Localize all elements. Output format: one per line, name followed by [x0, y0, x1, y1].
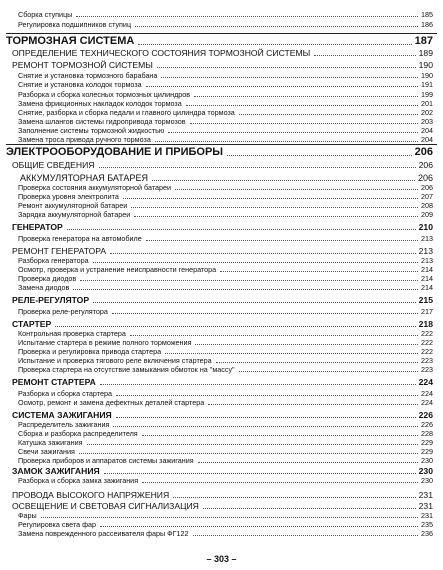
- dot-leader: [220, 271, 418, 272]
- toc-page-number: 228: [421, 429, 433, 438]
- toc-entry-title: Контрольная проверка стартера: [18, 329, 126, 338]
- toc-page-number: 186: [421, 20, 433, 29]
- toc-entry-title: Регулировка света фар: [18, 520, 97, 529]
- toc-section: [12, 159, 433, 170]
- toc-entry-title: Разборка и сборка стартера: [18, 389, 112, 398]
- dot-leader: [198, 462, 418, 463]
- toc-page-number: 226: [421, 420, 433, 429]
- toc-entry-title: РЕМОНТ ГЕНЕРАТОРА: [12, 246, 107, 256]
- toc-entry: [18, 347, 433, 356]
- toc-entry-title: АККУМУЛЯТОРНАЯ БАТАРЕЯ: [20, 173, 148, 183]
- toc-page-number: 230: [418, 466, 433, 476]
- toc-entry-title: Замена диодов: [18, 283, 70, 292]
- dot-leader: [203, 508, 416, 509]
- toc-page-number: 231: [418, 501, 433, 511]
- toc-section: [12, 59, 433, 70]
- toc-page-number: 214: [421, 283, 433, 292]
- toc-section: [12, 47, 433, 58]
- dot-leader: [314, 55, 415, 56]
- dot-leader: [104, 473, 416, 474]
- toc-entry: [18, 520, 433, 529]
- toc-entry: [18, 117, 433, 126]
- toc-page-number: 230: [421, 456, 433, 465]
- toc-entry-title: ПРОВОДА ВЫСОКОГО НАПРЯЖЕНИЯ: [12, 490, 170, 500]
- dot-leader: [216, 362, 418, 363]
- toc-entry: [18, 511, 433, 520]
- toc-page-number: 229: [421, 438, 433, 447]
- toc-entry-title: Снятие и установка колодок тормоза: [18, 80, 142, 89]
- toc-page-number: 190: [418, 60, 433, 70]
- toc-entry: [18, 20, 433, 29]
- toc-section: [12, 409, 433, 420]
- dot-leader: [73, 289, 418, 290]
- toc-section: [12, 465, 433, 476]
- toc-entry-title: Проверка и регулировка привода стартера: [18, 347, 162, 356]
- dot-leader: [87, 444, 418, 445]
- toc-entry-title: РЕЛЕ-РЕГУЛЯТОР: [12, 295, 90, 305]
- toc-page-number: 222: [421, 347, 433, 356]
- toc-section: [12, 489, 433, 500]
- toc-page-number: 190: [421, 71, 433, 80]
- dot-leader: [93, 302, 416, 303]
- toc-entry: [18, 398, 433, 407]
- dot-leader: [142, 435, 418, 436]
- dot-leader: [67, 229, 416, 230]
- toc-entry: [18, 307, 433, 316]
- toc-entry-title: Сборка и разборка распределителя: [18, 429, 138, 438]
- toc-entry-title: Проверка диодов: [18, 274, 77, 283]
- toc-page-number: 222: [421, 338, 433, 347]
- toc-page-number: 223: [421, 365, 433, 374]
- dot-leader: [186, 105, 418, 106]
- toc-entry: [18, 10, 433, 19]
- toc-entry: [18, 447, 433, 456]
- toc-chapter: [6, 145, 433, 158]
- toc-page-number: 213: [418, 246, 433, 256]
- toc-entry: [18, 126, 433, 135]
- toc-entry: [18, 210, 433, 219]
- toc-page-number: 230: [421, 476, 433, 485]
- toc-page-number: 191: [421, 80, 433, 89]
- toc-page-number: 204: [421, 126, 433, 135]
- toc-entry-title: Замена шлангов системы гидропривода тормозов: [18, 117, 186, 126]
- toc-entry-title: Регулировка подшипников ступиц: [18, 20, 132, 29]
- dot-leader: [161, 77, 418, 78]
- toc-entry: [18, 183, 433, 192]
- toc-entry-title: Испытание стартера в режиме полного торможения: [18, 338, 192, 347]
- toc-page-number: 202: [421, 108, 433, 117]
- toc-entry: [18, 389, 433, 398]
- dot-leader: [131, 207, 418, 208]
- toc-page-number: 201: [421, 99, 433, 108]
- toc-entry: [18, 135, 433, 144]
- dot-leader: [194, 96, 418, 97]
- toc-entry-title: Фары: [18, 511, 37, 520]
- toc-page-number: 231: [418, 490, 433, 500]
- dot-leader: [110, 253, 416, 254]
- dot-leader: [175, 189, 418, 190]
- toc-page-number: 209: [421, 210, 433, 219]
- toc-page-number: 206: [421, 183, 433, 192]
- dot-leader: [100, 384, 416, 385]
- toc-entry: [18, 429, 433, 438]
- dot-leader: [168, 132, 418, 133]
- toc-page-number: 217: [421, 307, 433, 316]
- toc-entry: [18, 90, 433, 99]
- toc-entry-title: Катушка зажигания: [18, 438, 83, 447]
- toc-section: [12, 294, 433, 305]
- toc-entry-title: Замена поврежденного рассеивателя фары ФГ122: [18, 529, 189, 538]
- toc-entry-title: Заполнение системы тормозной жидкостью: [18, 126, 165, 135]
- toc-page-number: 213: [421, 234, 433, 243]
- toc-entry-title: Снятие и установка тормозного барабана: [18, 71, 158, 80]
- toc-section: [20, 172, 433, 183]
- toc-entry-title: Проверка состояния аккумуляторной батареи: [18, 183, 172, 192]
- toc-page-number: 224: [421, 389, 433, 398]
- toc-entry: [18, 201, 433, 210]
- toc-entry-title: ЭЛЕКТРООБОРУДОВАНИЕ И ПРИБОРЫ: [6, 146, 224, 158]
- dot-leader: [93, 262, 418, 263]
- toc-section: [12, 245, 433, 256]
- toc-page-number: 226: [418, 410, 433, 420]
- toc-chapter: [6, 34, 433, 47]
- toc-page-number: 231: [421, 511, 433, 520]
- dot-leader: [130, 335, 418, 336]
- toc-page-number: 214: [421, 274, 433, 283]
- toc-page-number: 206: [414, 146, 433, 158]
- dot-leader: [239, 114, 418, 115]
- dot-leader: [155, 141, 418, 142]
- toc-page-number: 213: [421, 256, 433, 265]
- toc-entry: [18, 476, 433, 485]
- toc-page-number: 215: [418, 295, 433, 305]
- toc-entry-title: РЕМОНТ СТАРТЕРА: [12, 377, 96, 387]
- toc-page-number: 214: [421, 265, 433, 274]
- toc-page-number: 207: [421, 192, 433, 201]
- toc-page-number: 224: [421, 398, 433, 407]
- toc-page-number: 223: [421, 356, 433, 365]
- toc-entry-title: Разборка и сборка замка зажигания: [18, 476, 139, 485]
- toc-entry-title: Замена троса привода ручного тормоза: [18, 135, 151, 144]
- dot-leader: [116, 417, 416, 418]
- toc-page-number: 189: [418, 48, 433, 58]
- toc-page-number: 204: [421, 135, 433, 144]
- toc-entry: [18, 329, 433, 338]
- toc-page-number: 206: [418, 160, 433, 170]
- toc-entry-title: ОПРЕДЕЛЕНИЕ ТЕХНИЧЕСКОГО СОСТОЯНИЯ ТОРМОЗНОЙ СИСТЕМЫ: [12, 48, 311, 58]
- toc-section: [12, 318, 433, 329]
- toc-page-number: 210: [418, 222, 433, 232]
- dot-leader: [135, 26, 418, 27]
- toc-entry-title: Замена фрикционных накладок колодок тормоза: [18, 99, 182, 108]
- toc-entry-title: Снятие, разборка и сборка педали и главного цилиндра тормоза: [18, 108, 235, 117]
- toc-entry: [18, 438, 433, 447]
- toc-page-number: 224: [418, 377, 433, 387]
- dot-leader: [41, 517, 418, 518]
- toc-entry-title: Сборка ступицы: [18, 10, 73, 19]
- toc-section: [12, 376, 433, 387]
- toc-entry-title: ТОРМОЗНАЯ СИСТЕМА: [6, 35, 135, 47]
- toc-page-number: 236: [421, 529, 433, 538]
- toc-entry-title: Разборка и сборка колесных тормозных цилиндров: [18, 90, 191, 99]
- toc-entry-title: Проверка приборов и аппаратов системы зажигания: [18, 456, 194, 465]
- toc-page-number: 199: [421, 90, 433, 99]
- dot-leader: [123, 198, 418, 199]
- toc-entry-title: Свечи зажигания: [18, 447, 75, 456]
- toc-entry-title: Проверка стартера на отсутствие замыкания обмоток на "массу": [18, 365, 235, 374]
- toc-entry: [18, 365, 433, 374]
- toc-entry: [18, 80, 433, 89]
- toc-page-number: 235: [421, 520, 433, 529]
- toc-entry: [18, 256, 433, 265]
- toc-entry-title: Ремонт аккумуляторной батареи: [18, 201, 128, 210]
- toc-entry: [18, 274, 433, 283]
- dot-leader: [76, 16, 418, 17]
- toc-page-number: 229: [421, 447, 433, 456]
- toc-entry-title: Испытание и проверка тягового реле включения стартера: [18, 356, 212, 365]
- toc-entry: [18, 456, 433, 465]
- toc-entry-title: СИСТЕМА ЗАЖИГАНИЯ: [12, 410, 112, 420]
- toc-entry-title: Зарядка аккумуляторной батареи: [18, 210, 131, 219]
- dot-leader: [193, 535, 419, 536]
- toc-entry-title: РЕМОНТ ТОРМОЗНОЙ СИСТЕМЫ: [12, 60, 153, 70]
- toc-entry: [18, 283, 433, 292]
- toc-entry-title: ОБЩИЕ СВЕДЕНИЯ: [12, 160, 95, 170]
- toc-entry-title: Проверка генератора на автомобиле: [18, 234, 142, 243]
- toc-entry-title: ГЕНЕРАТОР: [12, 222, 63, 232]
- dot-leader: [79, 453, 418, 454]
- dot-leader: [208, 404, 418, 405]
- toc-page-number: 208: [421, 201, 433, 210]
- dot-leader: [112, 313, 418, 314]
- dot-leader: [142, 482, 418, 483]
- dot-leader: [99, 167, 416, 168]
- toc-page-number: 187: [414, 35, 433, 47]
- dot-leader: [173, 497, 415, 498]
- toc-entry: [18, 338, 433, 347]
- toc-entry: [18, 192, 433, 201]
- toc-entry: [18, 71, 433, 80]
- dot-leader: [80, 280, 418, 281]
- dot-leader: [227, 155, 412, 156]
- toc-entry-title: СТАРТЕР: [12, 319, 52, 329]
- dot-leader: [146, 86, 418, 87]
- dot-leader: [165, 353, 418, 354]
- toc-entry-title: Осмотр, проверка и устранение неисправности генератора: [18, 265, 217, 274]
- dot-leader: [190, 123, 418, 124]
- toc-section: [12, 221, 433, 232]
- dot-leader: [55, 326, 415, 327]
- toc-entry: [18, 108, 433, 117]
- dot-leader: [116, 395, 418, 396]
- toc-entry-title: ОСВЕЩЕНИЕ И СВЕТОВАЯ СИГНАЛИЗАЦИЯ: [12, 501, 199, 511]
- toc-page-number: 222: [421, 329, 433, 338]
- dot-leader: [195, 344, 418, 345]
- toc-entry: [18, 420, 433, 429]
- toc-entry: [18, 265, 433, 274]
- toc-page-number: 218: [418, 319, 433, 329]
- toc-entry-title: Осмотр, ремонт и замена дефектных деталей стартера: [18, 398, 205, 407]
- toc-entry: [18, 99, 433, 108]
- dot-leader: [152, 180, 415, 181]
- toc-entry: [18, 234, 433, 243]
- toc-section: [12, 500, 433, 511]
- page-number-footer: [0, 554, 443, 564]
- toc-page-number: 203: [421, 117, 433, 126]
- toc-entry-title: ЗАМОК ЗАЖИГАНИЯ: [12, 466, 100, 476]
- toc-entry-title: Распределитель зажигания: [18, 420, 110, 429]
- dot-leader: [157, 67, 416, 68]
- toc-entry: [18, 529, 433, 538]
- page-number: – 303 –: [206, 554, 237, 564]
- toc-entry: [18, 356, 433, 365]
- toc-page-number: 206: [417, 173, 433, 183]
- toc-entry-title: Проверка реле-регулятора: [18, 307, 108, 316]
- toc-page-number: 185: [421, 10, 433, 19]
- dot-leader: [113, 426, 418, 427]
- dot-leader: [146, 240, 418, 241]
- dot-leader: [138, 44, 411, 45]
- dot-leader: [100, 526, 418, 527]
- toc-entry-title: Проверка уровня электролита: [18, 192, 119, 201]
- dot-leader: [239, 371, 418, 372]
- toc-entry-title: Разборка генератора: [18, 256, 89, 265]
- dot-leader: [134, 216, 418, 217]
